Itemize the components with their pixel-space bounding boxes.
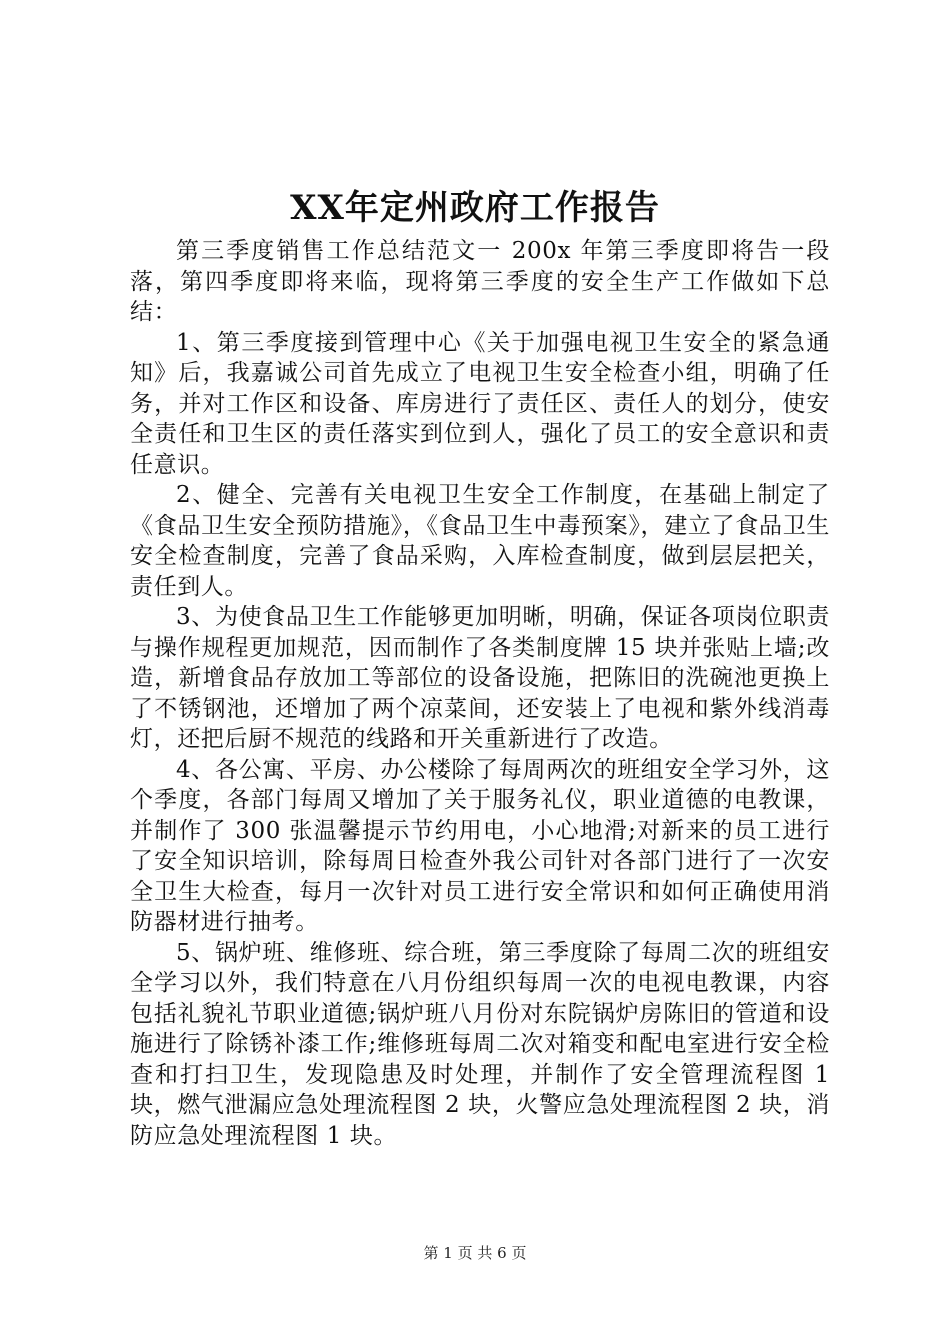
page-number-footer: 第 1 页 共 6 页 (423, 1244, 527, 1262)
paragraph-intro: 第三季度销售工作总结范文一 200x 年第三季度即将告一段落，第四季度即将来临，现将第三季度的安全生产工作做如下总结： (130, 238, 830, 325)
paragraph-item-5: 5、锅炉班、维修班、综合班，第三季度除了每周二次的班组安全学习以外，我们特意在八月份组织每周一次的电视电教课，内容包括礼貌礼节职业道德;锅炉班八月份对东院锅炉房陈旧的管道和设施进行了除锈补漆工作;维修班每周二次对箱变和配电室进行安全检查和打扫卫生，发现隐患及时处理，并制作了安全管理流程图 1 块，燃气泄漏应急处理流程图 2 块，火警应急处理流程图 2 块，消防应急处理流程图 1 块。 (130, 939, 830, 1149)
document-title: XX年定州政府工作报告 (290, 188, 660, 228)
document-body (130, 236, 830, 1151)
paragraph-item-4: 4、各公寓、平房、办公楼除了每周两次的班组安全学习外，这个季度，各部门每周又增加了关于服务礼仪，职业道德的电教课，并制作了 300 张温馨提示节约用电，小心地滑;对新来的员工进行了安全知识培训，除每周日检查外我公司针对各部门进行了一次安全卫生大检查，每月一次针对员工进行安全常识和如何正确使用消防器材进行抽考。 (130, 756, 830, 935)
paragraph-item-1: 1、第三季度接到管理中心《关于加强电视卫生安全的紧急通知》后，我嘉诚公司首先成立了电视卫生安全检查小组，明确了任务，并对工作区和设备、库房进行了责任区、责任人的划分，使安全责任和卫生区的责任落实到位到人，强化了员工的安全意识和责任意识。 (130, 329, 830, 478)
paragraph-item-2: 2、健全、完善有关电视卫生安全工作制度，在基础上制定了《食品卫生安全预防措施》，《食品卫生中毒预案》，建立了食品卫生安全检查制度，完善了食品采购，入库检查制度，做到层层把关，责任到人。 (130, 482, 830, 600)
paragraph-item-3: 3、为使食品卫生工作能够更加明晰，明确，保证各项岗位职责与操作规程更加规范，因而制作了各类制度牌 15 块并张贴上墙;改造，新增食品存放加工等部位的设备设施，把陈旧的洗碗池更换上了不锈钢池，还增加了两个凉菜间，还安装上了电视和紫外线消毒灯，还把后厨不规范的线路和开关重新进行了改造。 (130, 604, 830, 752)
